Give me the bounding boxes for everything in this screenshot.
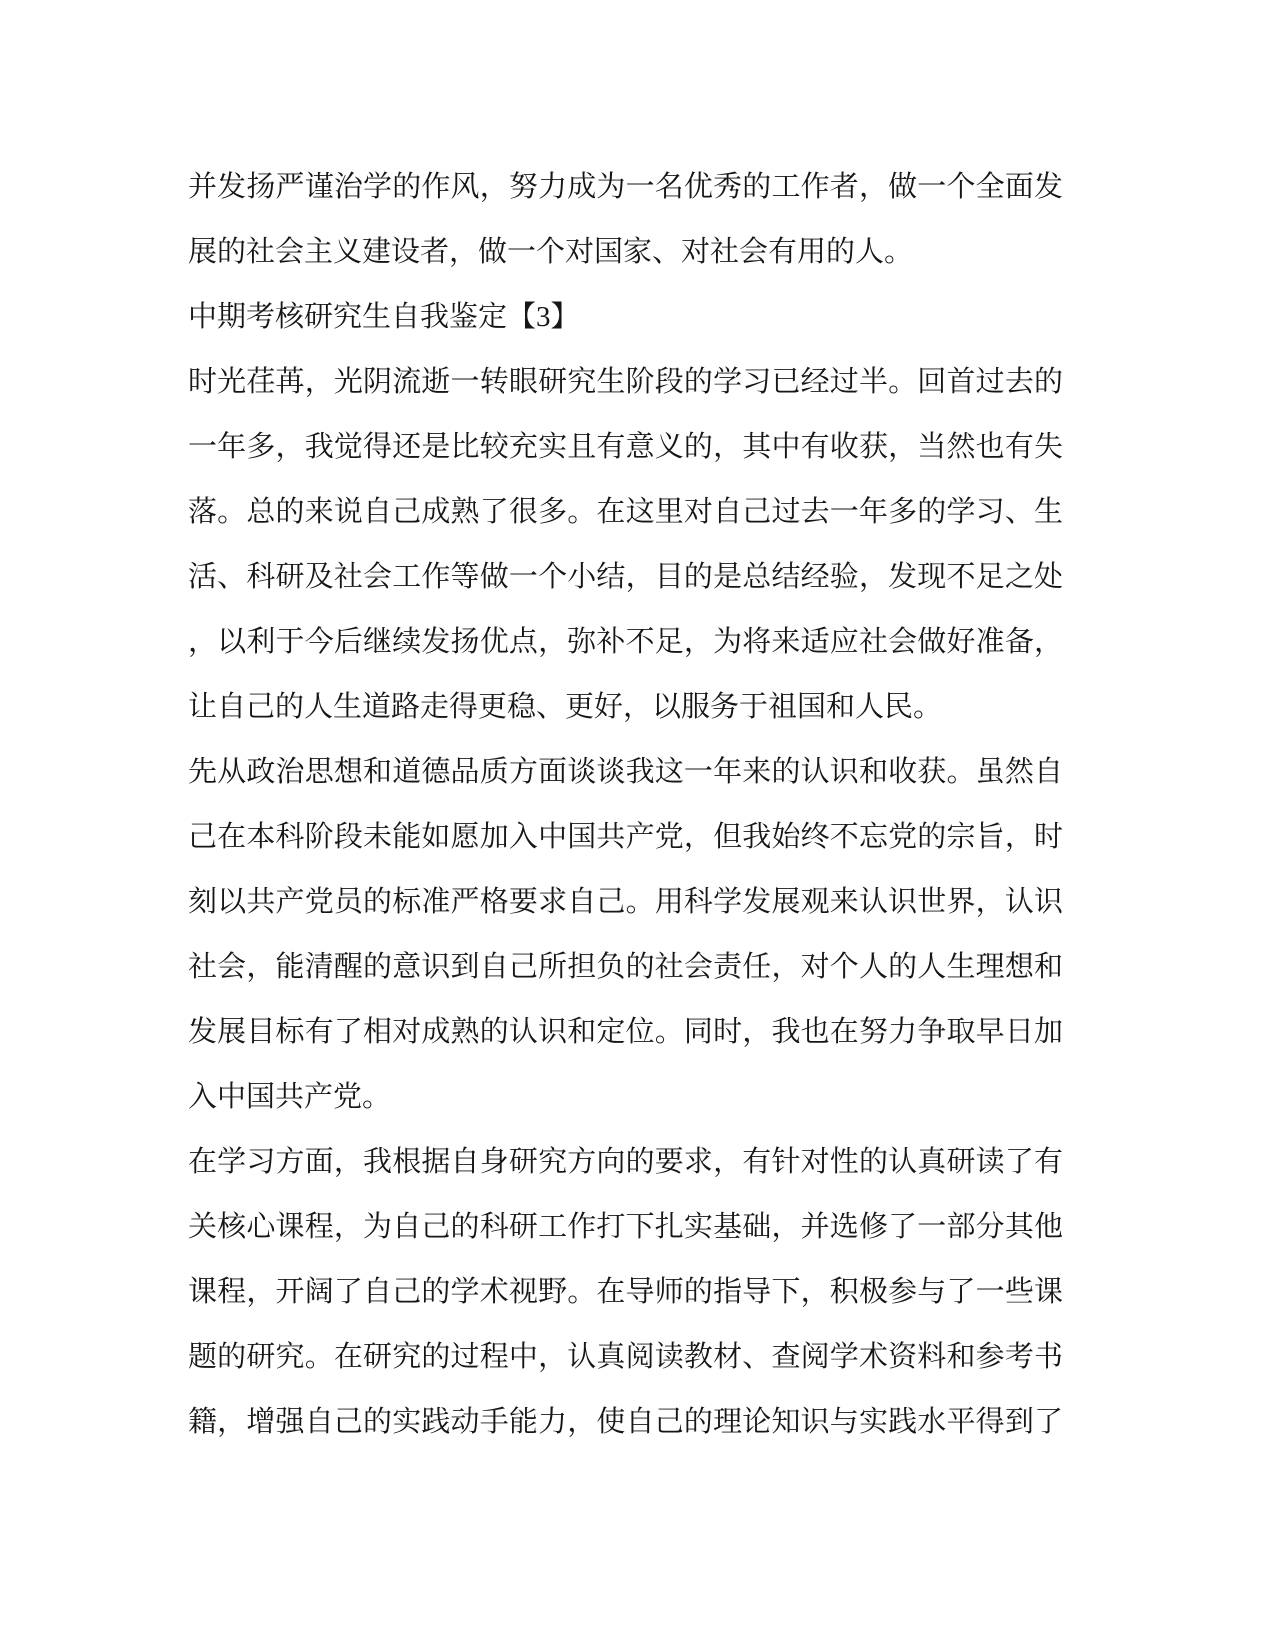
text-line: 先从政治思想和道德品质方面谈谈我这一年来的认识和收获。虽然自 [188, 756, 1063, 788]
text-line: 己在本科阶段未能如愿加入中国共产党，但我始终不忘党的宗旨，时 [188, 821, 1063, 853]
text-line: 社会，能清醒的意识到自己所担负的社会责任，对个人的人生理想和 [188, 951, 1063, 983]
text-line: 籍，增强自己的实践动手能力，使自己的理论知识与实践水平得到了 [188, 1406, 1063, 1438]
text-line: 刻以共产党员的标准严格要求自己。用科学发展观来认识世界，认识 [188, 886, 1063, 918]
text-line: 题的研究。在研究的过程中，认真阅读教材、查阅学术资料和参考书 [188, 1341, 1063, 1373]
text-line: 入中国共产党。 [188, 1081, 392, 1113]
text-line: 落。总的来说自己成熟了很多。在这里对自己过去一年多的学习、生 [188, 496, 1063, 528]
text-line: 时光荏苒，光阴流逝一转眼研究生阶段的学习已经过半。回首过去的 [188, 366, 1063, 398]
section-heading: 中期考核研究生自我鉴定【3】 [188, 301, 580, 333]
text-line: 让自己的人生道路走得更稳、更好，以服务于祖国和人民。 [188, 691, 943, 723]
text-line: 一年多，我觉得还是比较充实且有意义的，其中有收获，当然也有失 [188, 431, 1063, 463]
text-line: ，以利于今后继续发扬优点，弥补不足，为将来适应社会做好准备， [188, 626, 1063, 658]
text-line: 课程，开阔了自己的学术视野。在导师的指导下，积极参与了一些课 [188, 1276, 1063, 1308]
text-line: 在学习方面，我根据自身研究方向的要求，有针对性的认真研读了有 [188, 1146, 1063, 1178]
text-line: 关核心课程，为自己的科研工作打下扎实基础，并选修了一部分其他 [188, 1211, 1063, 1243]
text-line: 并发扬严谨治学的作风，努力成为一名优秀的工作者，做一个全面发 [188, 171, 1063, 203]
document-body [188, 155, 1063, 1455]
text-line: 展的社会主义建设者，做一个对国家、对社会有用的人。 [188, 236, 914, 268]
text-line: 活、科研及社会工作等做一个小结，目的是总结经验，发现不足之处 [188, 561, 1063, 593]
text-line: 发展目标有了相对成熟的认识和定位。同时，我也在努力争取早日加 [188, 1016, 1063, 1048]
